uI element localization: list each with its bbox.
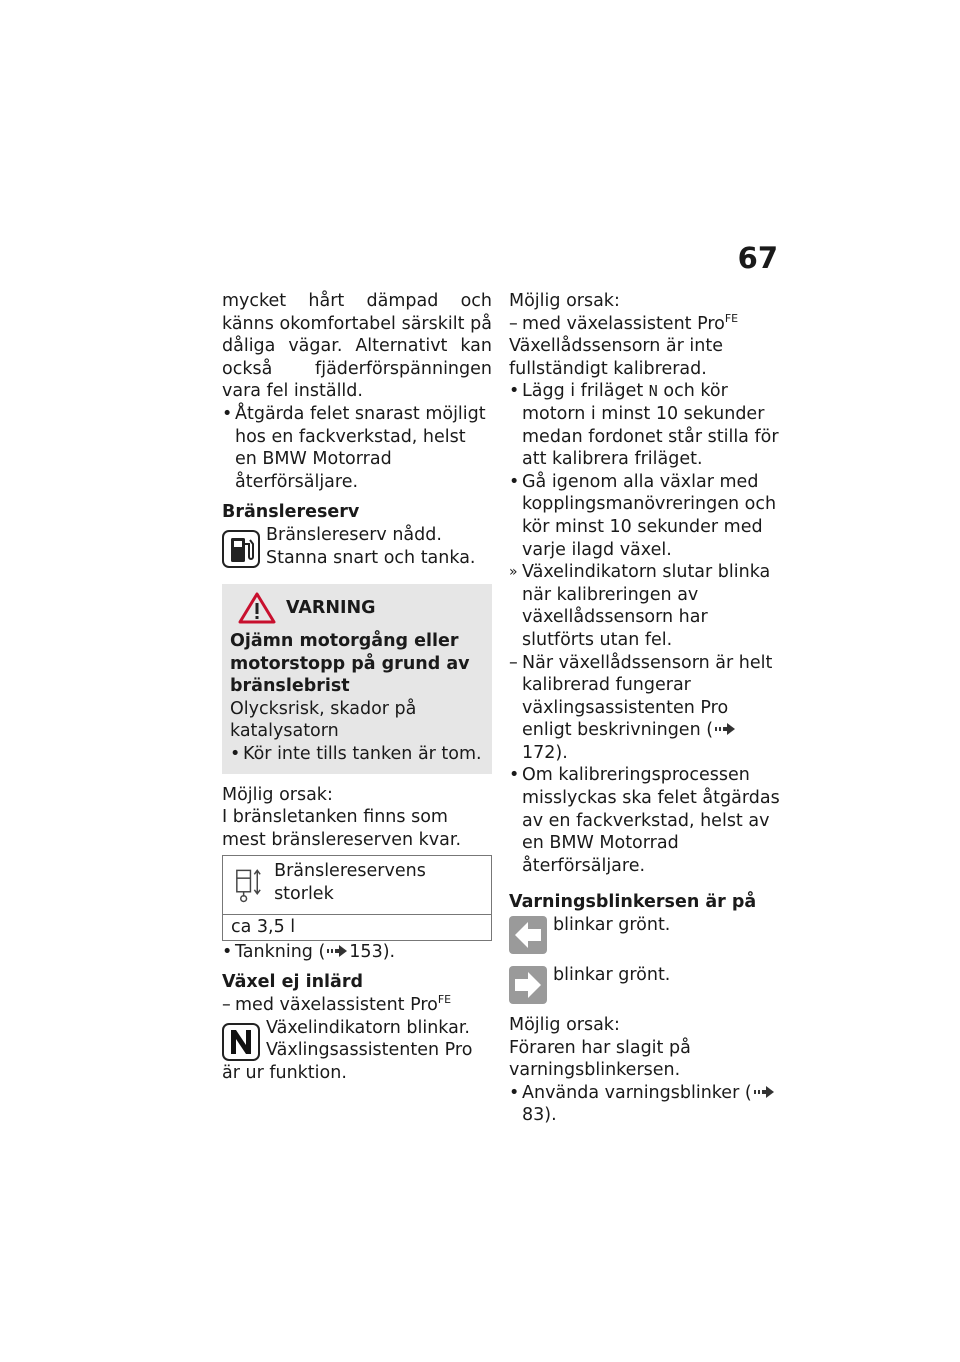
gear-text: Växelindikatorn blinkar. Växlingsassistenten Pro är ur funktion. — [222, 1017, 473, 1083]
paragraph: Växellådssensorn är inte fullständigt kalibrerad. — [509, 336, 723, 379]
bullet-item-refuel — [222, 941, 492, 964]
left-turn-signal-icon — [509, 916, 547, 954]
spec-table-value: ca 3,5 l — [231, 917, 296, 938]
fuel-reserve-row — [222, 524, 492, 570]
gear-n-icon — [222, 1023, 260, 1061]
section-heading-hazard: Varningsblinkersen är på — [509, 892, 757, 913]
warning-title-row — [238, 592, 484, 624]
right-turn-signal-icon — [509, 966, 547, 1004]
gear-row — [222, 1017, 492, 1085]
bullet-text: och kör motorn i minst 10 sekunder medan fordonet står stilla för att kalibrera friläget. — [522, 381, 779, 470]
superscript: FE — [724, 311, 739, 325]
warning-text: Olycksrisk, skador på katalysatorn — [230, 698, 417, 742]
right-signal-text: blinkar grönt. — [553, 965, 671, 986]
dash-text: med växelassistent Pro — [522, 313, 725, 334]
section-heading-gear: Växel ej inlärd — [222, 972, 364, 993]
page-link[interactable]: 83). — [522, 1105, 557, 1126]
result-item: » Växelindikatorn slutar blinka när kalibreringen av växellådssensorn har slutförts utan fel. — [509, 561, 781, 651]
spec-table-header-label: Bränslereservens storlek — [274, 861, 426, 904]
cause-label: Möjlig orsak: — [509, 1015, 620, 1036]
left-signal-row — [509, 914, 781, 964]
dash-item — [509, 313, 781, 336]
right-signal-row — [509, 964, 781, 1014]
warning-headline: Ojämn motorgång eller motorstopp på grund av bränslebrist — [230, 630, 470, 697]
dash-text: När växellådssensorn är helt kalibrerad fungerar växlingsassistenten Pro enligt beskrivningen ( — [522, 652, 773, 741]
spec-table — [222, 855, 492, 941]
paragraph: mycket hårt dämpad och känns okomfortabel särskilt på dåliga vägar. Alternativt kan också fjäderförspänningen vara fel inställd. — [222, 291, 492, 402]
fuel-pump-icon — [222, 530, 260, 568]
warning-title: VARNING — [286, 597, 376, 618]
refuel-page-link[interactable]: 153). — [349, 941, 396, 962]
bullet-item — [509, 1082, 781, 1127]
warning-bullet: • Kör inte tills tanken är tom. — [230, 743, 484, 766]
page-number: 67 — [737, 241, 778, 275]
warning-triangle-icon — [238, 592, 276, 624]
cause-text: Föraren har slagit på varningsblinkersen. — [509, 1037, 691, 1081]
fuel-tank-size-icon — [231, 864, 264, 904]
dash-text: med växelassistent Pro — [235, 995, 438, 1016]
left-signal-text: blinkar grönt. — [553, 915, 671, 936]
section-heading-fuel-reserve: Bränslereserv — [222, 502, 360, 523]
bullet-item: • Gå igenom alla växlar med kopplingsmanövreringen och kör minst 10 sekunder med varje ilagd växel. — [509, 471, 781, 561]
dash-item — [222, 994, 492, 1017]
cause-label: Möjlig orsak: — [509, 291, 620, 311]
page-reference-arrow-icon — [327, 945, 347, 957]
fuel-reserve-text: Bränslereserv nådd. Stanna snart och tanka. — [266, 524, 476, 568]
bullet-text: Lägg i friläget — [522, 381, 644, 402]
cause-label: Möjlig orsak: — [222, 784, 333, 805]
bullet-text: Använda varningsblinker ( — [522, 1082, 752, 1103]
refuel-text: Tankning ( — [235, 941, 326, 962]
cause-text: I bränsletanken finns som mest bränslereserven kvar. — [222, 807, 462, 850]
left-column — [222, 290, 492, 1084]
page-reference-arrow-icon — [715, 723, 735, 735]
spec-table-header — [223, 856, 491, 915]
dash-item — [509, 652, 781, 765]
superscript: FE — [437, 993, 452, 1007]
bullet-item: • Åtgärda felet snarast möjligt hos en fackverkstad, helst en BMW Motorrad återförsäljare. — [222, 403, 492, 493]
bullet-item: • Om kalibreringsprocessen misslyckas ska felet åtgärdas av en fackverkstad, helst av en BMW Motorrad återförsäljare. — [509, 764, 781, 877]
warning-panel — [222, 584, 492, 774]
page-reference-arrow-icon — [754, 1086, 774, 1098]
neutral-glyph: N — [648, 382, 658, 401]
right-column — [509, 290, 781, 1127]
page-link[interactable]: 172). — [522, 742, 568, 763]
bullet-item — [509, 380, 781, 470]
